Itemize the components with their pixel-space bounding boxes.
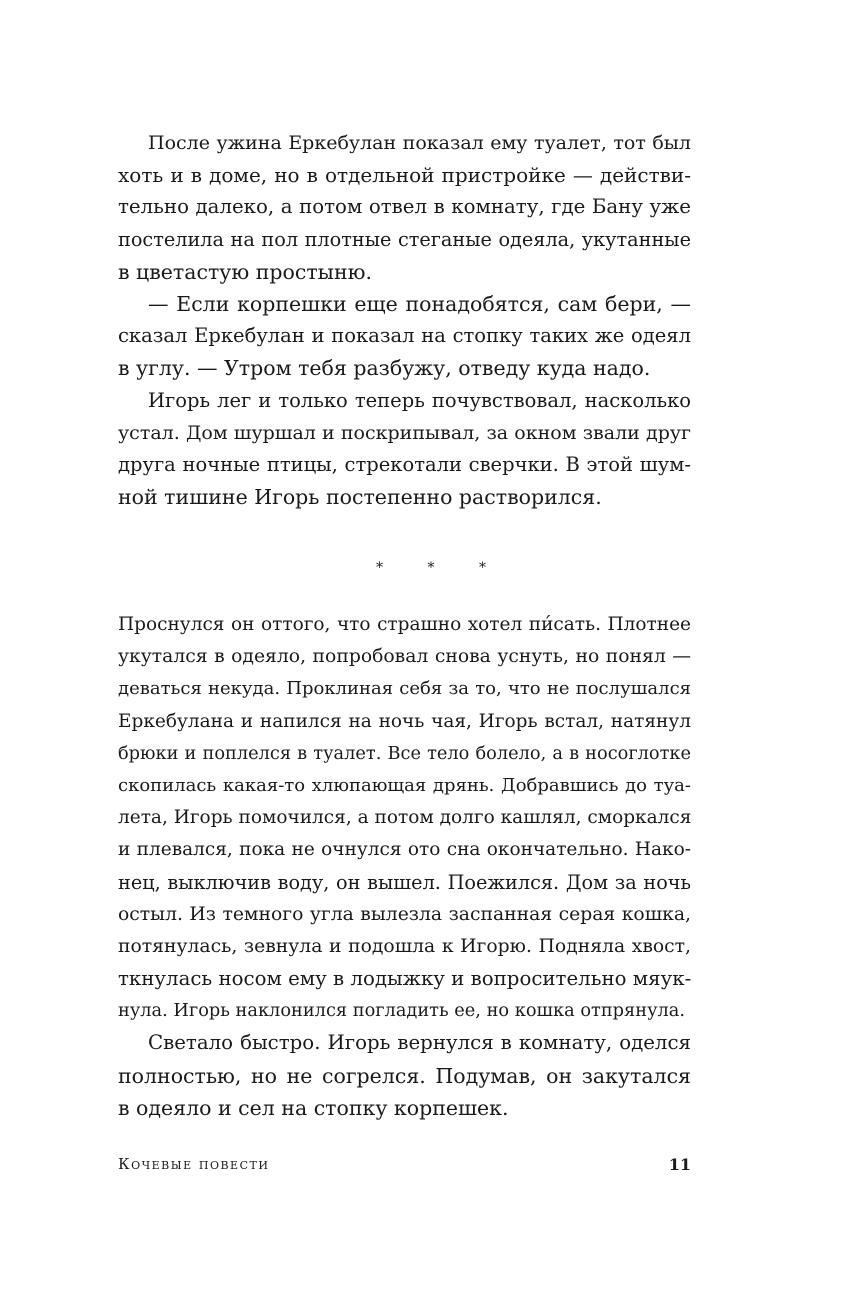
text-block-top [118,127,691,513]
text-line: сказал Еркебулан и показал на стопку таких же одеял [118,324,691,348]
text-line: в углу. — Утром тебя разбужу, отведу куда надо. [118,356,651,381]
text-line: потянулась, зевнула и подошла к Игорю. Подняла хвост, [118,935,691,957]
running-title: Кочевые повести [118,1155,270,1173]
text-line: После ужина Еркебулан показал ему туалет, тот был [148,132,691,154]
text-line: Светало быстро. Игорь вернулся в комнату, оделся [148,1031,691,1055]
text-line: скопилась какая-то хлюпающая дрянь. Добравшись до туа- [118,774,691,796]
text-line: ной тишине Игорь постепенно растворился. [118,485,602,510]
text-line: полностью, но не согрелся. Подумав, он закутался [118,1063,691,1088]
text-line: Еркебулана и напился на ночь чая, Игорь встал, натянул [118,710,691,732]
text-line: брюки и поплелся в туалет. Все тело болело, а в носоглотке [118,743,691,764]
page-footer [118,1155,691,1179]
text-line: в цветастую простыню. [118,259,373,284]
text-line: остыл. Из темного угла вылезла заспанная серая кошка, [118,903,691,925]
text-line: ткнулась носом ему в лодыжку и вопросительно мяук- [118,967,692,991]
text-line: укутался в одеяло, попробовал снова уснуть, но понял — [118,646,691,668]
text-line: нула. Игорь наклонился погладить ее, но кошка отпрянула. [118,1001,686,1022]
text-line: друга ночные птицы, стрекотали сверчки. В этой шум- [118,452,691,476]
text-line: деваться некуда. Проклиная себя за то, что не послушался [118,678,691,700]
text-line: лета, Игорь помочился, а потом долго кашлял, сморкался [118,807,692,829]
page-number: 11 [668,1155,691,1174]
text-line: постелила на пол плотные стеганые одеяла, укутанные [118,227,691,251]
text-line: хоть и в доме, но в отдельной пристройке — действи- [118,163,691,188]
text-line: в одеяло и сел на стопку корпешек. [118,1095,509,1120]
text-line: нец, выключив воду, он вышел. Поежился. Дом за ночь [118,870,691,894]
text-line: — Если корпешки еще понадобятся, сам бери, — [148,291,691,316]
text-line: тельно далеко, а потом отвел в комнату, где Бану уже [118,195,691,219]
text-block-bottom [118,609,691,1124]
text-line: и плевался, пока не очнулся ото сна окончательно. Нако- [118,839,691,861]
text-line: Проснулся он оттого, что страшно хотел пи́сать. Плотнее [118,614,691,635]
section-separator: * * * [376,560,506,576]
text-line: устал. Дом шуршал и поскрипывал, за окном звали друг [118,421,691,444]
text-line: Игорь лег и только теперь почувствовал, насколько [148,388,691,412]
